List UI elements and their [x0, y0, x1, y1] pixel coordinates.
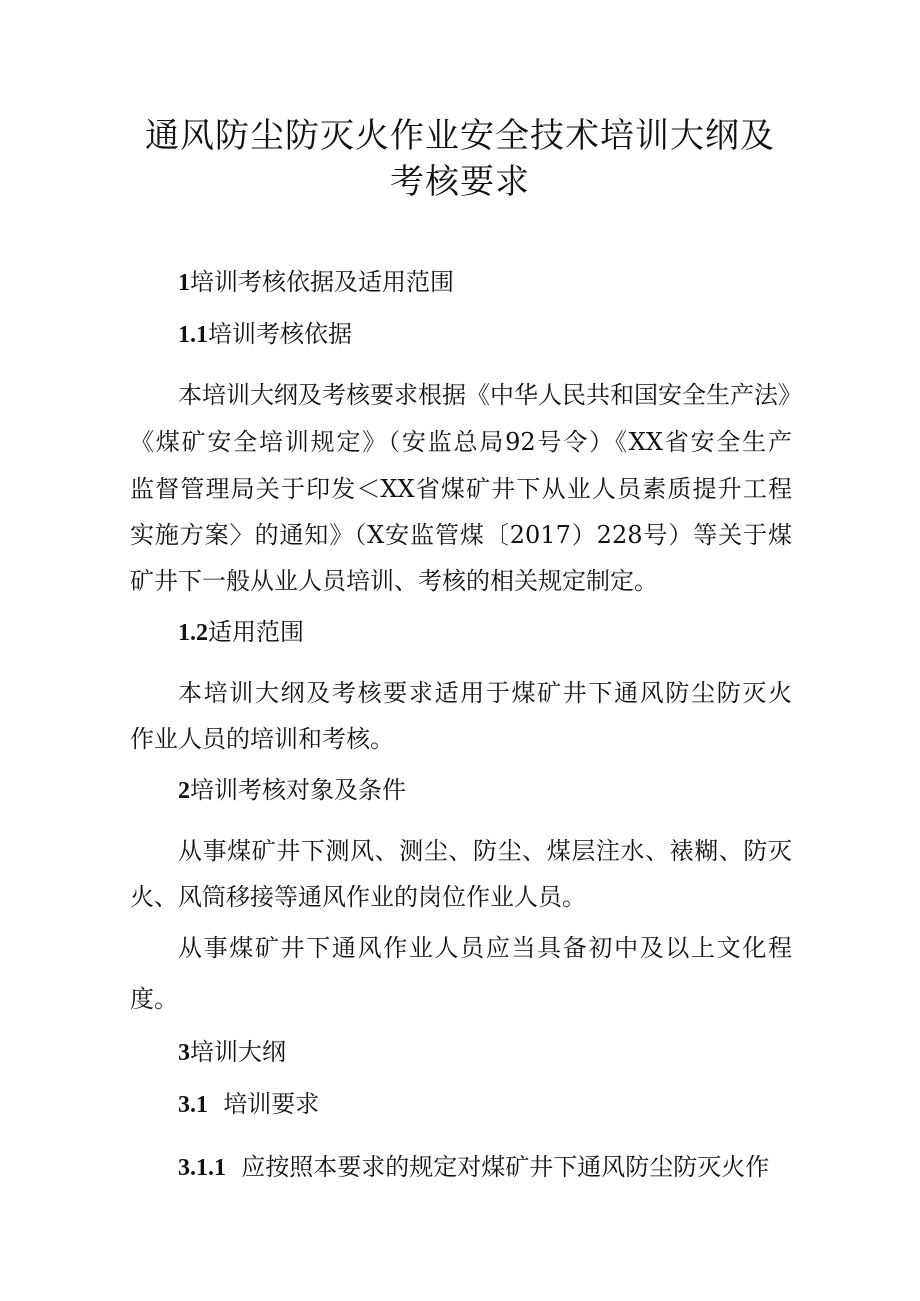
paragraph-3-line-1: 从事煤矿井下测风、测尘、防尘、煤层注水、裱糊、防灭 — [178, 837, 792, 865]
section-number: 1 — [178, 270, 190, 296]
section-number: 3.1 — [178, 1092, 208, 1118]
section-heading-1 — [178, 266, 792, 299]
section-heading-3-1 — [178, 1088, 792, 1121]
section-title: 培训考核依据及适用范围 — [190, 268, 454, 296]
section-number: 2 — [178, 778, 190, 804]
section-heading-1-2 — [178, 616, 792, 649]
section-title: 培训要求 — [223, 1090, 320, 1118]
section-number: 3 — [178, 1040, 190, 1066]
paragraph-1-line-1: 本培训大纲及考核要求根据《中华人民共和国安全生产法》 — [178, 381, 802, 409]
section-title: 培训考核依据 — [208, 320, 352, 348]
section-heading-1-1 — [178, 318, 792, 351]
paragraph-4-line-1: 从事煤矿井下通风作业人员应当具备初中及以上文化程 — [178, 934, 792, 962]
paragraph-1-line-2: 《煤矿安全培训规定》（安监总局92号令）《XX省安全生产 — [130, 428, 792, 456]
paragraph-4-line-2: 度。 — [130, 985, 178, 1013]
section-heading-3-1-1 — [178, 1151, 792, 1184]
section-title: 培训大纲 — [190, 1038, 286, 1066]
section-text: 应按照本要求的规定对煤矿井下通风防尘防灭火作 — [241, 1153, 770, 1181]
document-title-line1: 通风防尘防灭火作业安全技术培训大纲及 — [145, 116, 775, 156]
section-number: 1.1 — [178, 322, 208, 348]
paragraph-1-line-4: 实施方案〉的通知》（X安监管煤〔2017）228号）等关于煤 — [130, 521, 792, 549]
section-heading-3 — [178, 1036, 792, 1069]
paragraph-2-line-1: 本培训大纲及考核要求适用于煤矿井下通风防尘防灭火 — [178, 679, 792, 707]
section-heading-2 — [178, 774, 792, 807]
section-title: 培训考核对象及条件 — [190, 776, 406, 804]
paragraph-3-line-2: 火、风筒移接等通风作业的岗位作业人员。 — [130, 883, 586, 911]
paragraph-1-line-3: 监督管理局关于印发＜XX省煤矿井下从业人员素质提升工程 — [130, 475, 792, 503]
paragraph-2-line-2: 作业人员的培训和考核。 — [130, 725, 394, 753]
section-title: 适用范围 — [208, 618, 304, 646]
document-title-line2: 考核要求 — [390, 162, 530, 202]
section-number: 1.2 — [178, 620, 208, 646]
paragraph-1-line-5: 矿井下一般从业人员培训、考核的相关规定制定。 — [130, 567, 658, 595]
section-number: 3.1.1 — [178, 1155, 226, 1181]
